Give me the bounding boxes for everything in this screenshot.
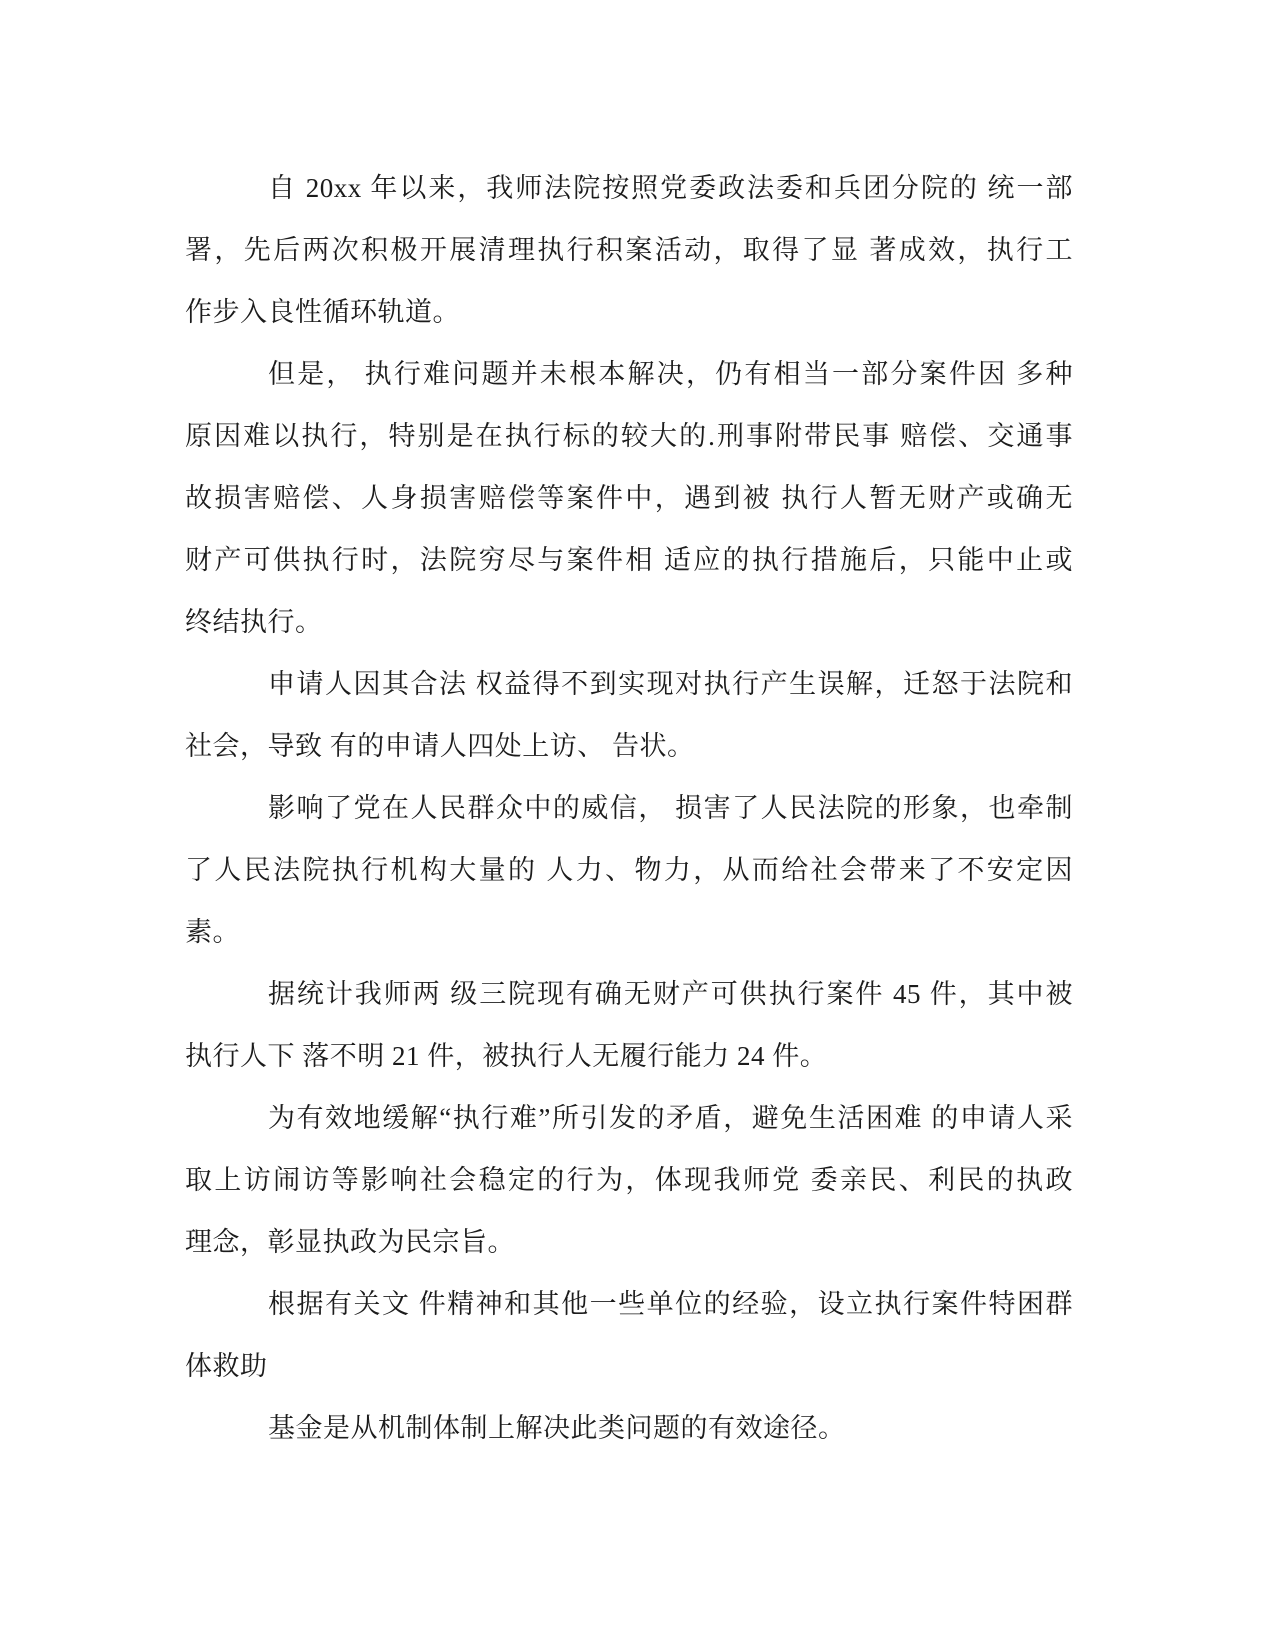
paragraph-5	[185, 963, 1073, 1087]
text-line: 作步入良性循环轨道。	[185, 297, 460, 327]
paragraph-1	[185, 157, 1073, 343]
text-line: 故损害赔偿、人身损害赔偿等案件中，遇到被 执行人暂无财产或确无	[185, 483, 1073, 513]
text-line: 终结执行。	[185, 607, 323, 637]
text-line: 但是， 执行难问题并未根本解决，仍有相当一部分案件因 多种	[268, 359, 1073, 389]
text-line: 财产可供执行时，法院穷尽与案件相 适应的执行措施后，只能中止或	[185, 545, 1073, 575]
text-line: 执行人下 落不明 21 件，被执行人无履行能力 24 件。	[185, 1041, 828, 1071]
text-line: 素。	[185, 917, 240, 947]
text-line: 取上访闹访等影响社会稳定的行为，体现我师党 委亲民、利民的执政	[185, 1165, 1073, 1195]
paragraph-7	[185, 1273, 1073, 1397]
text-line: 为有效地缓解“执行难”所引发的矛盾，避免生活困难 的申请人采	[268, 1103, 1073, 1133]
text-line: 署，先后两次积极开展清理执行积案活动，取得了显 著成效，执行工	[185, 235, 1073, 265]
document-body	[185, 157, 1073, 1459]
paragraph-3	[185, 653, 1073, 777]
paragraph-8	[185, 1397, 1073, 1459]
paragraph-6	[185, 1087, 1073, 1273]
text-line: 社会，导致 有的申请人四处上访、 告状。	[185, 731, 695, 761]
text-line: 了人民法院执行机构大量的 人力、物力，从而给社会带来了不安定因	[185, 855, 1073, 885]
text-line: 原因难以执行，特别是在执行标的较大的.刑事附带民事 赔偿、交通事	[185, 421, 1073, 451]
text-line: 体救助	[185, 1351, 268, 1381]
paragraph-4	[185, 777, 1073, 963]
text-line: 自 20xx 年以来，我师法院按照党委政法委和兵团分院的 统一部	[268, 173, 1073, 203]
text-line: 影响了党在人民群众中的威信， 损害了人民法院的形象，也牵制	[268, 793, 1073, 823]
text-line: 根据有关文 件精神和其他一些单位的经验，设立执行案件特困群	[268, 1289, 1073, 1319]
text-line: 据统计我师两 级三院现有确无财产可供执行案件 45 件，其中被	[268, 979, 1073, 1009]
text-line: 申请人因其合法 权益得不到实现对执行产生误解，迁怒于法院和	[268, 669, 1073, 699]
text-line: 基金是从机制体制上解决此类问题的有效途径。	[268, 1413, 846, 1443]
text-line: 理念，彰显执政为民宗旨。	[185, 1227, 515, 1257]
paragraph-2	[185, 343, 1073, 653]
